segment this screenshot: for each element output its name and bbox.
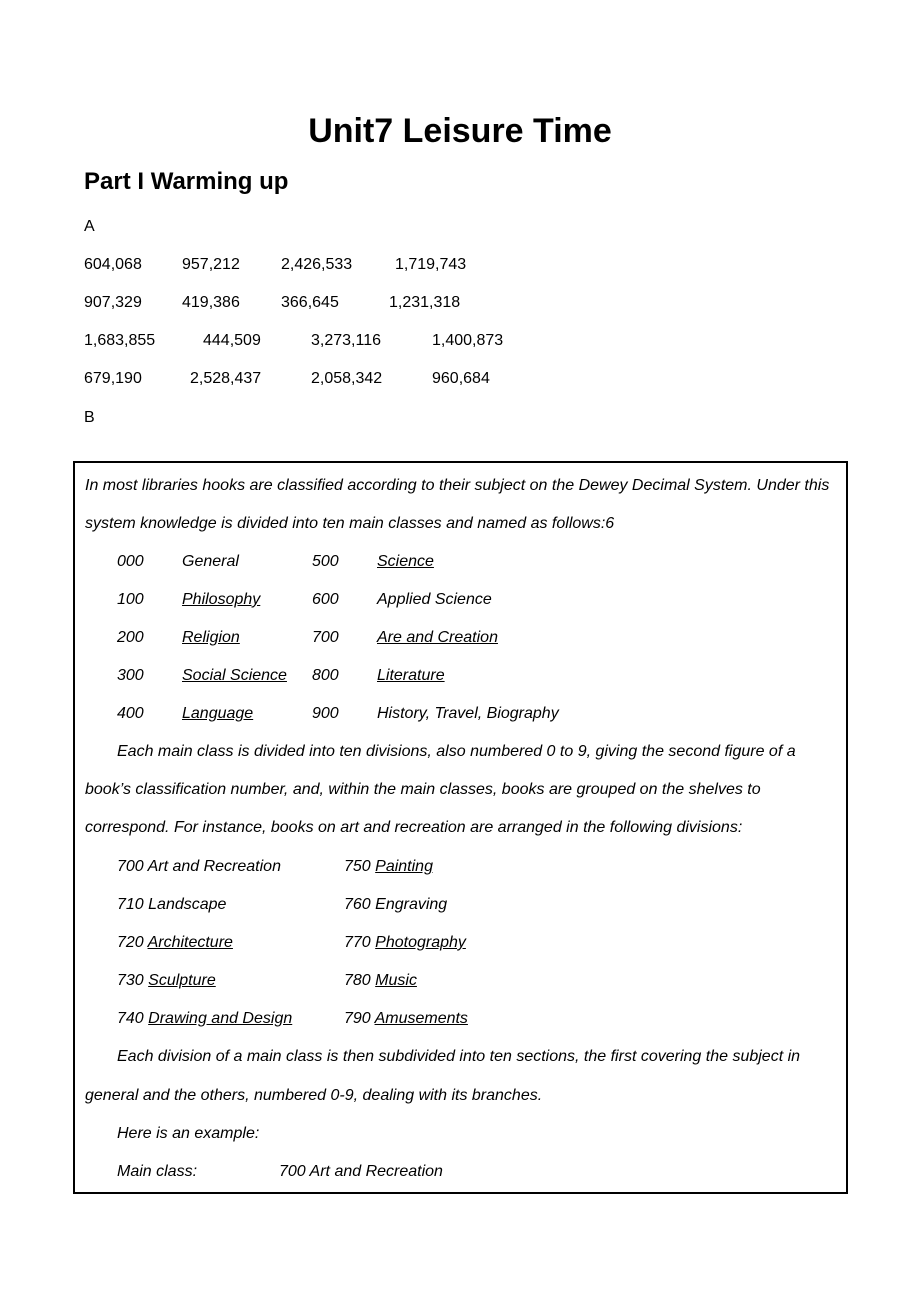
division-item: [117, 1010, 292, 1028]
division-item: [344, 972, 417, 990]
class-code: 900: [312, 705, 339, 722]
section-b-label: B: [84, 409, 95, 426]
part-heading: Part I Warming up: [84, 168, 289, 195]
number-cell: 3,273,116: [311, 332, 381, 349]
division-item: [344, 934, 466, 952]
paragraph-line: Each main class is divided into ten divisions, also numbered 0 to 9, giving the second figure of a: [117, 743, 796, 760]
division-item: [117, 972, 216, 990]
class-code: 500: [312, 553, 339, 570]
class-code: 000: [117, 553, 144, 570]
numbers-row-1: [84, 256, 584, 280]
division-name-answer: Amusements: [374, 1010, 468, 1027]
paragraph-line: Each division of a main class is then subdivided into ten sections, the first covering the subject in: [117, 1048, 801, 1065]
division-name-answer: Sculpture: [148, 972, 216, 989]
intro-line: In most libraries hooks are classified according to their subject on the Dewey Decimal System. Under this: [85, 477, 830, 494]
division-code: 760: [344, 896, 371, 913]
division-name-answer: Architecture: [147, 934, 233, 951]
division-item: [344, 896, 447, 914]
division-name: Landscape: [148, 896, 227, 913]
class-code: 400: [117, 705, 144, 722]
division-name-answer: Drawing and Design: [148, 1010, 293, 1027]
main-class-label: Main class:: [117, 1163, 198, 1180]
main-class-value: 700 Art and Recreation: [279, 1163, 443, 1180]
class-name-answer: Religion: [182, 629, 240, 646]
number-cell: 1,683,855: [84, 332, 156, 349]
number-cell: 604,068: [84, 256, 142, 273]
class-code: 200: [117, 629, 144, 646]
division-name-answer: Music: [375, 972, 417, 989]
number-cell: 444,509: [203, 332, 261, 349]
class-code: 700: [312, 629, 339, 646]
division-item: [117, 896, 226, 914]
division-code: 780: [344, 972, 371, 989]
class-code: 600: [312, 591, 339, 608]
paragraph-line: correspond. For instance, books on art and recreation are arranged in the following divisions:: [85, 819, 743, 836]
division-name-answer: Photography: [375, 934, 466, 951]
example-intro: Here is an example:: [117, 1125, 260, 1142]
numbers-row-2: [84, 294, 584, 318]
division-code: 720: [117, 934, 144, 951]
number-cell: 366,645: [281, 294, 339, 311]
division-item: [344, 1010, 468, 1028]
section-a-label: A: [84, 218, 95, 235]
division-code: 730: [117, 972, 144, 989]
number-cell: 957,212: [182, 256, 240, 273]
division-code: 750: [344, 858, 371, 875]
number-cell: 2,528,437: [190, 370, 262, 387]
class-name: History, Travel, Biography: [377, 705, 559, 722]
number-cell: 1,231,318: [389, 294, 461, 311]
number-cell: 1,400,873: [432, 332, 504, 349]
division-name-answer: Painting: [375, 858, 433, 875]
number-cell: 2,058,342: [311, 370, 383, 387]
division-code: 700: [117, 858, 144, 875]
paragraph-line: general and the others, numbered 0-9, dealing with its branches.: [85, 1087, 543, 1104]
class-name-answer: Science: [377, 553, 434, 570]
class-name: General: [182, 553, 239, 570]
paragraph-line: book’s classification number, and, within the main classes, books are grouped on the shelves to: [85, 781, 761, 798]
class-name-answer: Philosophy: [182, 591, 261, 608]
numbers-row-3: [84, 332, 584, 356]
numbers-row-4: [84, 370, 584, 394]
class-code: 100: [117, 591, 144, 608]
class-name-answer: Social Science: [182, 667, 287, 684]
class-code: 300: [117, 667, 144, 684]
intro-line: system knowledge is divided into ten main classes and named as follows:6: [85, 515, 615, 532]
number-cell: 907,329: [84, 294, 142, 311]
class-name-answer: Literature: [377, 667, 445, 684]
class-code: 800: [312, 667, 339, 684]
class-name: Applied Science: [377, 591, 492, 608]
page-title: Unit7 Leisure Time: [308, 112, 612, 150]
division-item: [117, 858, 281, 876]
class-name-answer: Are and Creation: [377, 629, 498, 646]
division-item: [117, 934, 233, 952]
division-code: 770: [344, 934, 371, 951]
number-cell: 2,426,533: [281, 256, 353, 273]
class-name-answer: Language: [182, 705, 254, 722]
number-cell: 679,190: [84, 370, 142, 387]
division-code: 790: [344, 1010, 371, 1027]
division-code: 740: [117, 1010, 144, 1027]
division-item: [344, 858, 433, 876]
number-cell: 960,684: [432, 370, 490, 387]
division-name: Engraving: [375, 896, 448, 913]
division-name: Art and Recreation: [147, 858, 281, 875]
dewey-text-box: [73, 461, 848, 1194]
number-cell: 1,719,743: [395, 256, 467, 273]
division-code: 710: [117, 896, 144, 913]
number-cell: 419,386: [182, 294, 240, 311]
